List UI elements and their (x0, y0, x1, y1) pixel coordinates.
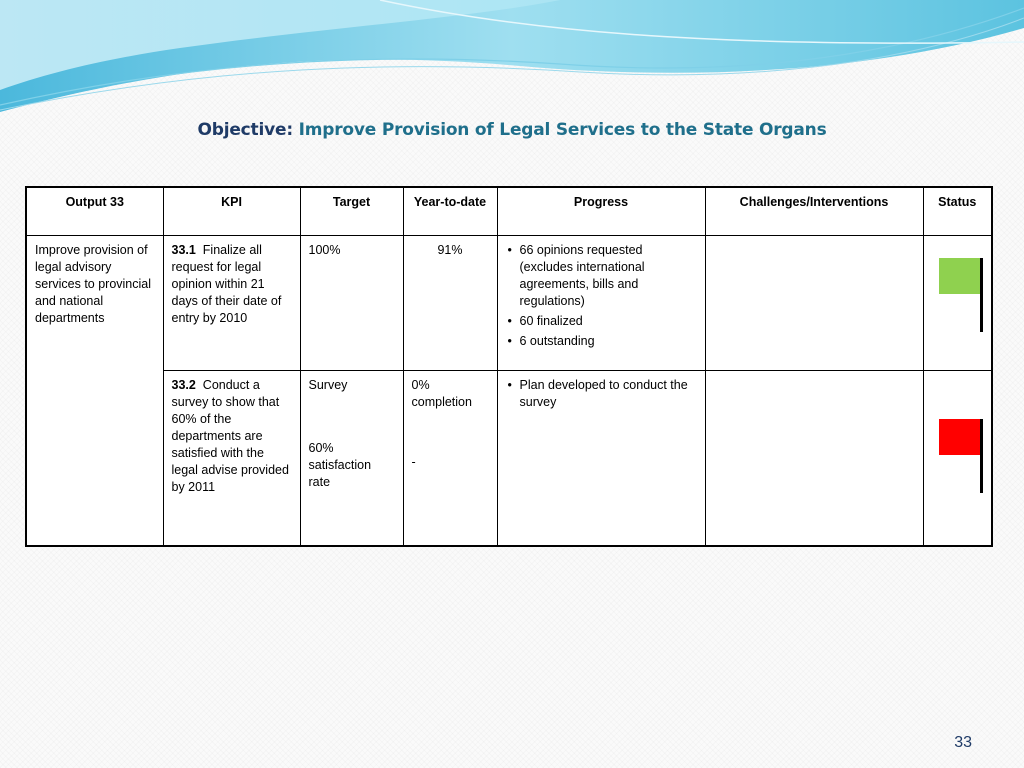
ytd-cell (403, 236, 497, 371)
kpi-cell (163, 371, 300, 547)
table-row (26, 236, 992, 371)
flag-cloth-red (939, 419, 983, 455)
title-text: Improve Provision of Legal Services to the State Organs (298, 120, 827, 140)
kpi-number: 33.1 (171, 243, 196, 257)
progress-item: • 6 outstanding (520, 333, 697, 350)
target-cell (300, 236, 403, 371)
title-prefix: Objective: (197, 120, 293, 140)
ytd-value: 0% completion (411, 378, 472, 409)
target-value: 100% (308, 243, 341, 257)
kpi-text: Finalize all request for legal opinion within 21 days of their date of entry by 2010 (171, 243, 282, 325)
target-cell (300, 371, 403, 547)
header-kpi: KPI (163, 187, 300, 236)
progress-cell (497, 236, 705, 371)
header-year-to-date: Year-to-date (403, 187, 497, 236)
progress-item: • 66 opinions requested (excludes international agreements, bills and regulations) (520, 242, 697, 310)
header-target: Target (300, 187, 403, 236)
output-description: Improve provision of legal advisory services to provincial and national departments (26, 236, 163, 547)
challenges-cell (705, 371, 923, 547)
progress-list (506, 242, 697, 350)
flag-pole (980, 419, 983, 493)
ytd-extra: - (411, 455, 416, 469)
ytd-value: 91% (437, 243, 463, 257)
page-number: 33 (954, 734, 972, 751)
ytd-cell (403, 371, 497, 547)
kpi-text: Conduct a survey to show that 60% of the departments are satisfied with the legal advise provided by 2011 (171, 378, 289, 494)
header-wave-decoration (0, 0, 1024, 120)
header-output: Output 33 (26, 187, 163, 236)
table-header-row (26, 187, 992, 236)
progress-list (506, 377, 697, 411)
challenges-cell (705, 236, 923, 371)
progress-item: • Plan developed to conduct the survey (520, 377, 697, 411)
target-extra: 60% satisfaction rate (308, 441, 372, 489)
status-flag-red (932, 419, 984, 539)
kpi-number: 33.2 (171, 378, 196, 392)
target-value: Survey (308, 378, 348, 392)
status-flag-green (932, 242, 984, 362)
slide-title (0, 120, 1024, 140)
status-cell (923, 371, 992, 547)
kpi-cell (163, 236, 300, 371)
progress-item: • 60 finalized (520, 313, 697, 330)
header-challenges: Challenges/Interventions (705, 187, 923, 236)
header-status: Status (923, 187, 992, 236)
kpi-table (25, 186, 993, 547)
table-row (26, 371, 992, 547)
status-cell (923, 236, 992, 371)
flag-cloth-green (939, 258, 983, 294)
flag-pole (980, 258, 983, 332)
header-progress: Progress (497, 187, 705, 236)
progress-cell (497, 371, 705, 547)
